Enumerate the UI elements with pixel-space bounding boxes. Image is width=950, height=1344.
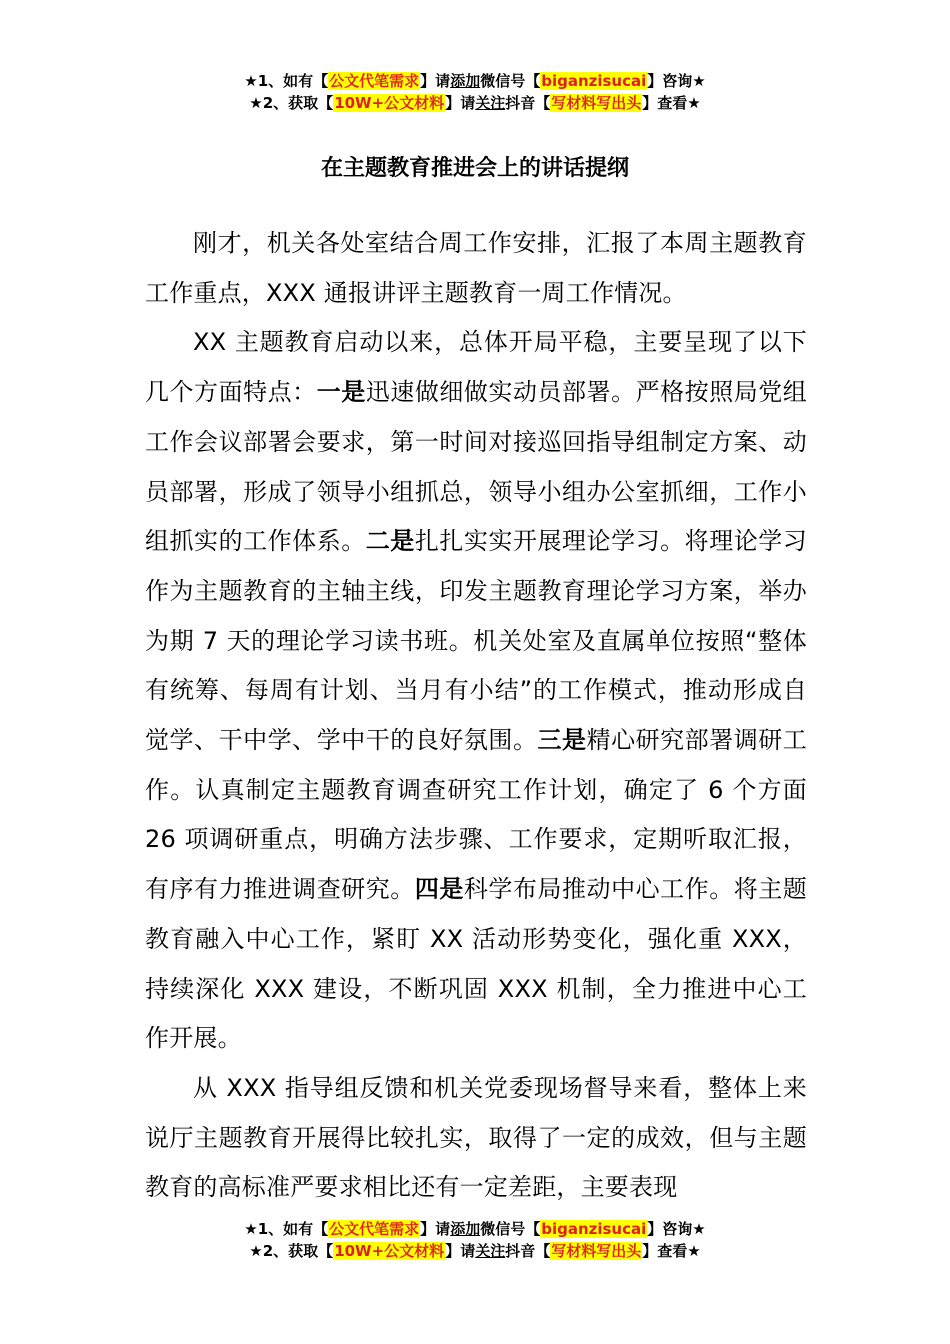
banner-text: 抖音【 (505, 94, 551, 112)
header-banner-line-1 (0, 70, 950, 92)
bold-marker: 一是 (316, 378, 366, 407)
banner-text: 】请 (445, 1242, 476, 1260)
banner-underline: 关注 (475, 1242, 506, 1260)
banner-highlight: biganzisucai (541, 1220, 647, 1238)
document-body (145, 219, 807, 1213)
banner-text: 】请 (420, 1220, 451, 1238)
banner-text: 】咨询★ (647, 72, 706, 90)
banner-text: 微信号【 (480, 1220, 541, 1238)
banner-highlight: biganzisucai (541, 72, 647, 90)
banner-text: 】查看★ (642, 1242, 701, 1260)
document-title: 在主题教育推进会上的讲话提纲 (320, 156, 629, 181)
banner-text: ★2、获取【 (249, 94, 334, 112)
bold-marker: 三是 (537, 726, 587, 755)
bold-marker: 二是 (365, 527, 415, 556)
paragraph-3: 从 XXX 指导组反馈和机关党委现场督导来看，整体上来说厅主题教育开展得比较扎实，取得了一定的成效，但与主题教育的高标准严要求相比还有一定差距，主要表现 (145, 1073, 807, 1202)
banner-text: ★1、如有【 (244, 72, 329, 90)
paragraph-text: 科学布局推动中心工作。将主题教育融入中心工作，紧盯 XX 活动形势变化，强化重 XXX，持续深化 XXX 建设，不断巩固 XXX 机制，全力推进中心工作开展。 (145, 875, 807, 1053)
banner-highlight: 写材料写出头 (551, 1242, 642, 1260)
banner-text: ★1、如有【 (244, 1220, 329, 1238)
banner-underline: 添加 (450, 1220, 481, 1238)
banner-highlight: 公文代笔需求 (329, 1220, 420, 1238)
paragraph-text: 扎扎实实开展理论学习。将理论学习作为主题教育的主轴主线，印发主题教育理论学习方案，举办为期 7 天的理论学习读书班。机关处室及直属单位按照“整体有统筹、每周有计划、当月有小结”的工作模式，推动形成自觉学、干中学、学中干的良好氛围。 (145, 527, 807, 755)
banner-highlight: 10W+公文材料 (334, 94, 445, 112)
header-banner (0, 70, 950, 114)
banner-highlight: 公文代笔需求 (329, 72, 420, 90)
header-banner-line-2 (0, 92, 950, 114)
paragraph-text: XX 主题教育启动以来，总体开局平稳，主要呈现了以下几个方面特点： (145, 328, 807, 407)
banner-highlight: 10W+公文材料 (334, 1242, 445, 1260)
banner-text: 抖音【 (505, 1242, 551, 1260)
bold-marker: 四是 (414, 875, 464, 904)
banner-text: 】请 (420, 72, 451, 90)
paragraph-text: 迅速做细做实动员部署。严格按照局党组工作会议部署会要求，第一时间对接巡回指导组制定方案、动员部署，形成了领导小组抓总，领导小组办公室抓细，工作小组抓实的工作体系。 (145, 378, 807, 556)
footer-banner-line-1 (0, 1218, 950, 1240)
paragraph-1: 刚才，机关各处室结合周工作安排，汇报了本周主题教育工作重点，XXX 通报讲评主题教育一周工作情况。 (145, 229, 807, 307)
banner-highlight: 写材料写出头 (551, 94, 642, 112)
banner-text: 】请 (445, 94, 476, 112)
footer-banner (0, 1218, 950, 1262)
paragraph-2 (145, 318, 807, 1064)
banner-underline: 关注 (475, 94, 506, 112)
banner-underline: 添加 (450, 72, 481, 90)
paragraph-text: 精心研究部署调研工作。认真制定主题教育调查研究工作计划，确定了 6 个方面 26 项调研重点，明确方法步骤、工作要求，定期听取汇报，有序有力推进调查研究。 (145, 726, 807, 904)
banner-text: 微信号【 (480, 72, 541, 90)
banner-text: ★2、获取【 (249, 1242, 334, 1260)
banner-text: 】查看★ (642, 94, 701, 112)
banner-text: 】咨询★ (647, 1220, 706, 1238)
footer-banner-line-2 (0, 1240, 950, 1262)
